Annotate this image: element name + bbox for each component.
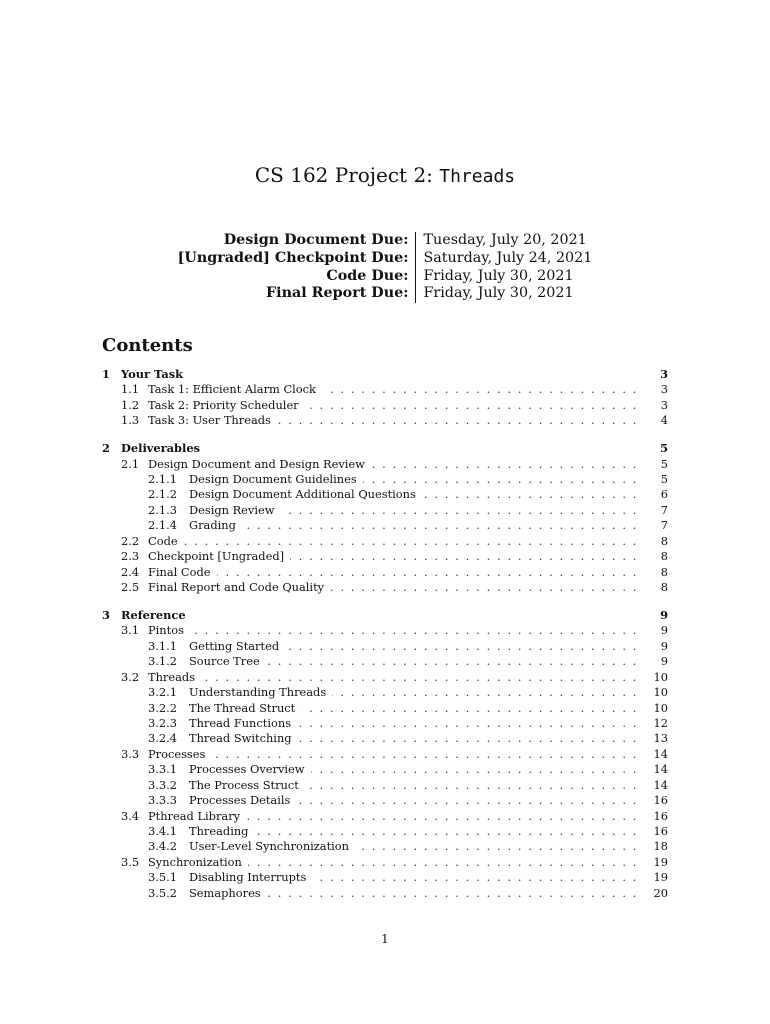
page-number: 1 — [381, 932, 389, 946]
toc-entry-number: 3.3.1 — [148, 762, 177, 777]
toc-entry-number: 3.2 — [121, 669, 140, 684]
toc-entry[interactable] — [102, 839, 668, 854]
due-label: [Ungraded] Checkpoint Due: — [177, 249, 409, 266]
toc-entry-leader — [148, 398, 638, 413]
toc-entry-leader — [189, 503, 638, 518]
toc-entry-page: 18 — [653, 839, 668, 854]
due-label: Design Document Due: — [223, 232, 409, 248]
toc-entry[interactable] — [102, 518, 668, 533]
toc-entry-page: 5 — [660, 441, 668, 456]
toc-entry-leader — [189, 762, 638, 777]
contents-heading: Contents — [102, 335, 193, 356]
toc-entry-page: 10 — [653, 685, 668, 700]
toc-entry-number: 3.2.4 — [148, 731, 177, 746]
toc-entry-page: 16 — [653, 808, 668, 823]
toc-entry-leader — [148, 747, 638, 762]
toc-entry[interactable] — [102, 382, 668, 397]
toc-entry-page: 8 — [660, 564, 668, 579]
toc-entry[interactable] — [102, 608, 668, 623]
toc-entry[interactable] — [102, 639, 668, 654]
toc-entry-page: 4 — [660, 413, 668, 428]
toc-entry-page: 9 — [660, 607, 668, 622]
toc-entry[interactable] — [102, 534, 668, 549]
toc-entry-number: 3.5 — [121, 854, 140, 869]
toc-entry-number: 2.1.2 — [148, 487, 177, 502]
toc-entry[interactable] — [102, 457, 668, 472]
toc-entry-page: 16 — [653, 793, 668, 808]
due-date: Saturday, July 24, 2021 — [423, 249, 593, 266]
toc-entry-leader — [189, 793, 638, 808]
document-title — [0, 162, 770, 190]
toc-entry-page: 19 — [653, 854, 668, 869]
toc-entry-title: The Thread Struct — [189, 701, 301, 715]
toc-entry[interactable] — [102, 580, 668, 595]
toc-entry-page: 9 — [660, 654, 668, 669]
title-prefix: CS 162 Project 2: — [254, 163, 440, 187]
toc-entry-title: The Process Struct — [189, 778, 305, 792]
toc-entry-title: Final Report and Code Quality — [148, 580, 330, 594]
toc-entry-number: 3.5.2 — [148, 885, 177, 900]
toc-entry-title: Task 2: Priority Scheduler — [148, 398, 305, 412]
toc-entry-page: 8 — [660, 580, 668, 595]
toc-entry-leader — [189, 701, 638, 716]
toc-entry[interactable] — [102, 716, 668, 731]
toc-entry-number: 2 — [102, 441, 110, 456]
toc-entry[interactable] — [102, 824, 668, 839]
toc-entry[interactable] — [102, 886, 668, 901]
toc-entry-number: 3.1 — [121, 623, 140, 638]
toc-entry[interactable] — [102, 565, 668, 580]
toc-entry-title: Design Document Additional Questions — [189, 487, 422, 501]
toc-entry-leader — [189, 870, 638, 885]
toc-entry-leader — [148, 580, 638, 595]
toc-entry-leader — [189, 654, 638, 669]
toc-entry-title: Thread Functions — [189, 716, 297, 730]
toc-entry-page: 14 — [653, 746, 668, 761]
toc-entry-number: 3.2.2 — [148, 700, 177, 715]
toc-entry[interactable] — [102, 398, 668, 413]
toc-entry[interactable] — [102, 441, 668, 456]
toc-entry-page: 16 — [653, 824, 668, 839]
toc-entry-title: Your Task — [121, 367, 189, 381]
toc-entry[interactable] — [102, 487, 668, 502]
toc-entry-leader — [121, 441, 638, 456]
toc-entry[interactable] — [102, 762, 668, 777]
toc-entry-title: Processes Overview — [189, 762, 311, 776]
toc-entry-title: Task 3: User Threads — [148, 413, 277, 427]
toc-entry-number: 3.1.1 — [148, 638, 177, 653]
toc-entry-page: 8 — [660, 533, 668, 548]
toc-entry[interactable] — [102, 747, 668, 762]
toc-entry-number: 3.4.1 — [148, 824, 177, 839]
toc-entry-number: 2.3 — [121, 549, 140, 564]
toc-entry-leader — [189, 518, 638, 533]
due-date: Friday, July 30, 2021 — [423, 267, 574, 284]
toc-entry-leader — [148, 382, 638, 397]
toc-entry-leader — [189, 886, 638, 901]
toc-entry-number: 3.4 — [121, 808, 140, 823]
toc-entry[interactable] — [102, 870, 668, 885]
toc-entry-number: 2.1 — [121, 456, 140, 471]
due-date: Friday, July 30, 2021 — [423, 285, 574, 302]
toc-entry-title: Disabling Interrupts — [189, 870, 312, 884]
toc-entry[interactable] — [102, 654, 668, 669]
toc-entry-title: Thread Switching — [189, 731, 298, 745]
toc-entry-title: Task 1: Efficient Alarm Clock — [148, 382, 322, 396]
toc-entry-number: 1.2 — [121, 397, 140, 412]
toc-entry-title: Threads — [148, 670, 201, 684]
toc-entry-leader — [189, 472, 638, 487]
toc-entry-page: 14 — [653, 762, 668, 777]
toc-entry[interactable] — [102, 367, 668, 382]
toc-entry-leader — [189, 487, 638, 502]
toc-entry-title: Design Review — [189, 503, 281, 517]
toc-entry-title: Deliverables — [121, 441, 206, 455]
toc-entry-number: 2.1.1 — [148, 472, 177, 487]
toc-entry-title: Processes — [148, 747, 211, 761]
toc-entry-page: 5 — [660, 456, 668, 471]
toc-entry-page: 3 — [660, 367, 668, 381]
toc-entry-leader — [189, 731, 638, 746]
toc-entry-number: 2.5 — [121, 580, 140, 595]
toc-entry-leader — [189, 639, 638, 654]
toc-entry-leader — [189, 839, 638, 854]
toc-entry-number: 2.1.3 — [148, 502, 177, 517]
toc-entry-number: 3.2.3 — [148, 715, 177, 730]
toc-entry-title: Pthread Library — [148, 809, 246, 823]
toc-entry[interactable] — [102, 855, 668, 870]
table-of-contents — [102, 367, 668, 901]
toc-entry-leader — [121, 608, 638, 623]
toc-entry[interactable] — [102, 685, 668, 700]
toc-entry-number: 2.1.4 — [148, 518, 177, 533]
due-dates-column — [416, 232, 592, 303]
toc-entry-page: 9 — [660, 638, 668, 653]
toc-entry-page: 12 — [653, 715, 668, 730]
toc-entry-leader — [148, 565, 638, 580]
toc-entry-page: 9 — [660, 623, 668, 638]
toc-entry-number: 1 — [102, 367, 110, 381]
toc-entry-number: 3.3.2 — [148, 777, 177, 792]
toc-entry-leader — [189, 778, 638, 793]
toc-entry-title: Threading — [189, 824, 254, 838]
toc-entry[interactable] — [102, 778, 668, 793]
toc-entry-leader — [148, 670, 638, 685]
toc-entry-page: 10 — [653, 700, 668, 715]
toc-entry-page: 8 — [660, 549, 668, 564]
toc-entry-title: Getting Started — [189, 639, 285, 653]
toc-entry-number: 3.5.1 — [148, 870, 177, 885]
toc-entry-title: Source Tree — [189, 654, 266, 668]
toc-entry-page: 7 — [660, 518, 668, 533]
toc-entry-leader — [148, 457, 638, 472]
toc-entry-title: Pintos — [148, 623, 190, 637]
toc-entry-leader — [189, 685, 638, 700]
toc-entry-number: 3.2.1 — [148, 685, 177, 700]
toc-entry-page: 13 — [653, 731, 668, 746]
toc-entry[interactable] — [102, 701, 668, 716]
toc-entry-page: 6 — [660, 487, 668, 502]
toc-entry-page: 14 — [653, 777, 668, 792]
toc-entry-number: 3 — [102, 607, 110, 622]
toc-entry-number: 2.4 — [121, 564, 140, 579]
toc-entry-leader — [148, 855, 638, 870]
toc-entry[interactable] — [102, 413, 668, 428]
toc-entry-title: Synchronization — [148, 855, 248, 869]
due-label: Final Report Due: — [266, 285, 409, 302]
toc-entry-leader — [148, 549, 638, 564]
toc-entry-title: Design Document and Design Review — [148, 457, 371, 471]
toc-entry-title: Semaphores — [189, 886, 267, 900]
toc-entry-title: Checkpoint [Ungraded] — [148, 549, 290, 563]
toc-entry-title: Processes Details — [189, 793, 296, 807]
toc-entry-leader — [189, 824, 638, 839]
toc-entry-title: User-Level Synchronization — [189, 839, 355, 853]
toc-entry-number: 3.3 — [121, 746, 140, 761]
toc-entry-title: Understanding Threads — [189, 685, 332, 699]
toc-entry-page: 19 — [653, 870, 668, 885]
toc-entry-title: Design Document Guidelines — [189, 472, 363, 486]
due-labels-column — [178, 232, 417, 303]
toc-entry-page: 3 — [660, 382, 668, 397]
toc-entry-leader — [148, 413, 638, 428]
toc-entry-title: Reference — [121, 608, 192, 622]
due-dates-table — [0, 232, 770, 303]
toc-entry-title: Code — [148, 534, 184, 548]
due-date: Tuesday, July 20, 2021 — [423, 232, 587, 248]
toc-entry[interactable] — [102, 549, 668, 564]
toc-entry[interactable] — [102, 670, 668, 685]
toc-entry[interactable] — [102, 503, 668, 518]
toc-entry-title: Grading — [189, 518, 242, 532]
toc-entry-leader — [121, 367, 638, 382]
toc-entry-page: 10 — [653, 669, 668, 684]
toc-entry-page: 3 — [660, 397, 668, 412]
toc-entry[interactable] — [102, 623, 668, 638]
toc-entry[interactable] — [102, 809, 668, 824]
toc-entry-page: 7 — [660, 502, 668, 517]
toc-entry-title: Final Code — [148, 565, 217, 579]
toc-entry[interactable] — [102, 793, 668, 808]
toc-entry-page: 5 — [660, 472, 668, 487]
toc-entry-number: 3.4.2 — [148, 839, 177, 854]
toc-entry-leader — [148, 623, 638, 638]
toc-entry[interactable] — [102, 731, 668, 746]
title-project-name: Threads — [439, 166, 516, 187]
toc-entry-leader — [148, 534, 638, 549]
toc-entry-leader — [189, 716, 638, 731]
toc-entry-number: 1.1 — [121, 382, 140, 397]
toc-entry-number: 3.3.3 — [148, 793, 177, 808]
toc-entry-leader — [148, 809, 638, 824]
due-label: Code Due: — [326, 267, 409, 284]
toc-entry[interactable] — [102, 472, 668, 487]
toc-entry-number: 3.1.2 — [148, 654, 177, 669]
toc-entry-number: 2.2 — [121, 533, 140, 548]
toc-entry-number: 1.3 — [121, 413, 140, 428]
toc-entry-page: 20 — [653, 885, 668, 900]
